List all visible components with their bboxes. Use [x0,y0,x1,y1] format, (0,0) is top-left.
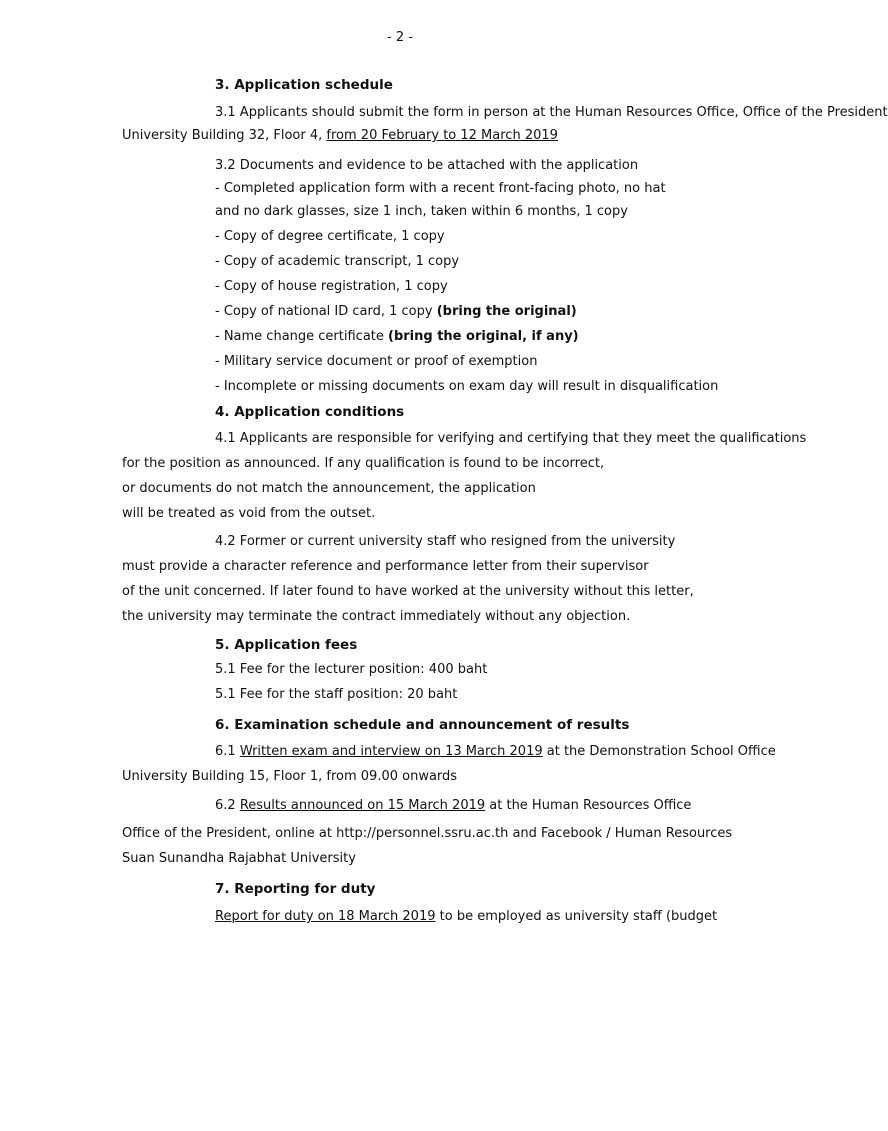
s6-p2-line1 [215,797,691,815]
exam-date: Written exam and interview on 13 March 2019 [239,744,543,759]
s4-p2-line2: must provide a character reference and performance letter from their supervisor [122,559,649,574]
section-7-heading: 7. Reporting for duty [215,881,376,897]
s4-p1-line1: 4.1 Applicants are responsible for verifying and certifying that they meet the qualifications [215,431,807,446]
s3-p1-line1: 3.1 Applicants should submit the form in person at the Human Resources Office, Office of the President [215,105,888,120]
s6-p2-line3: Suan Sunandha Rajabhat University [122,851,356,866]
s6-p2-line2: Office of the President, online at http://personnel.ssru.ac.th and Facebook / Human Resources [122,826,733,841]
section-6-heading: 6. Examination schedule and announcement of results [215,717,630,733]
results-date: Results announced on 15 March 2019 [239,798,486,813]
doc-item-name-change-note: (bring the original, if any) [388,329,579,344]
s3-p1-line2-text: University Building 32, Floor 4, [122,128,327,143]
doc-item-transcript: - Copy of academic transcript, 1 copy [215,254,460,269]
report-details: to be employed as university staff (budget [435,909,718,924]
s4-p1-line2: for the position as announced. If any qualification is found to be incorrect, [122,456,605,471]
results-location: at the Human Resources Office [485,798,692,813]
application-dates: from 20 February to 12 March 2019 [326,128,558,143]
s6-p1-number: 6.1 [215,744,240,759]
s4-p1-line4: will be treated as void from the outset. [122,506,376,521]
s4-p2-line3: of the unit concerned. If later found to have worked at the university without this letter, [122,584,694,599]
doc-item-name-change [215,328,579,346]
s4-p2-line1: 4.2 Former or current university staff who resigned from the university [215,534,676,549]
s3-p2-intro: 3.2 Documents and evidence to be attached with the application [215,158,639,173]
doc-item-military: - Military service document or proof of exemption [215,354,538,369]
section-4-heading: 4. Application conditions [215,404,405,420]
doc-item-photo: - Completed application form with a recent front-facing photo, no hat [215,181,666,196]
fee-staff: 5.1 Fee for the staff position: 20 baht [215,687,458,702]
doc-item-idcard-note: (bring the original) [436,304,577,319]
doc-item-photo-cont: and no dark glasses, size 1 inch, taken within 6 months, 1 copy [215,204,628,219]
doc-item-incomplete-warning: - Incomplete or missing documents on exam day will result in disqualification [215,379,719,394]
s6-p1-line1 [215,743,776,761]
doc-item-idcard-text: - Copy of national ID card, 1 copy [215,304,437,319]
doc-item-house-registration: - Copy of house registration, 1 copy [215,279,448,294]
s7-line1 [215,908,717,926]
s4-p2-line4: the university may terminate the contract immediately without any objection. [122,609,631,624]
s6-p1-line2: University Building 15, Floor 1, from 09.00 onwards [122,769,458,784]
s6-p2-number: 6.2 [215,798,240,813]
doc-item-name-change-text: - Name change certificate [215,329,389,344]
section-5-heading: 5. Application fees [215,637,358,653]
doc-item-degree: - Copy of degree certificate, 1 copy [215,229,445,244]
s4-p1-line3: or documents do not match the announcement, the application [122,481,536,496]
fee-lecturer: 5.1 Fee for the lecturer position: 400 baht [215,662,488,677]
page-number: - 2 - [387,30,413,45]
section-3-heading: 3. Application schedule [215,77,393,93]
report-date: Report for duty on 18 March 2019 [215,909,436,924]
exam-location: at the Demonstration School Office [542,744,776,759]
doc-item-idcard [215,303,577,321]
s3-p1-line2 [122,127,558,145]
